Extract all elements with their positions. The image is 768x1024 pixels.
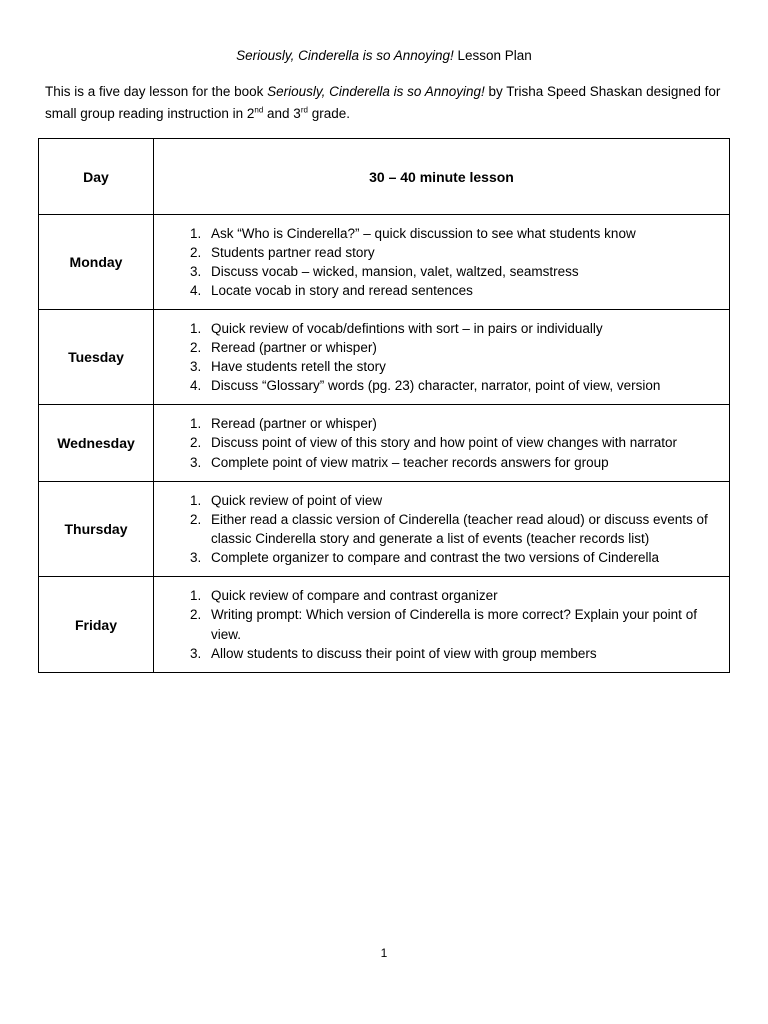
lesson-step: 3. Allow students to discuss their point of view with group members [205, 644, 721, 663]
table-header-row [39, 139, 730, 215]
lesson-step: 3. Complete organizer to compare and contrast the two versions of Cinderella [205, 548, 721, 567]
day-cell: Friday [39, 577, 154, 673]
lesson-step: 1. Quick review of compare and contrast organizer [205, 586, 721, 605]
title-book-name: Seriously, Cinderella is so Annoying! [236, 48, 454, 63]
intro-text-4: grade. [307, 106, 350, 121]
lesson-step: 3. Complete point of view matrix – teacher records answers for group [205, 453, 721, 472]
intro-sup-nd: nd [254, 105, 264, 115]
lesson-steps-list [154, 491, 729, 568]
lesson-step: 1. Ask “Who is Cinderella?” – quick discussion to see what students know [205, 224, 721, 243]
day-cell: Wednesday [39, 405, 154, 482]
lesson-plan-table [38, 138, 730, 673]
lesson-step: 2. Either read a classic version of Cinderella (teacher read aloud) or discuss events of classic Cinderella story and generate a list of events (teacher records list) [205, 510, 721, 548]
lesson-step: 2. Discuss point of view of this story and how point of view changes with narrator [205, 433, 721, 452]
lesson-cell [154, 215, 730, 310]
day-cell: Tuesday [39, 310, 154, 405]
table-row [39, 310, 730, 405]
lesson-step: 2. Writing prompt: Which version of Cinderella is more correct? Explain your point of view. [205, 605, 721, 643]
header-lesson: 30 – 40 minute lesson [154, 139, 730, 215]
lesson-steps-list [154, 586, 729, 663]
lesson-step: 1. Quick review of point of view [205, 491, 721, 510]
intro-book-name: Seriously, Cinderella is so Annoying! [267, 84, 485, 99]
lesson-step: 4. Discuss “Glossary” words (pg. 23) character, narrator, point of view, version [205, 376, 721, 395]
header-day: Day [39, 139, 154, 215]
lesson-steps-list [154, 319, 729, 396]
day-cell: Monday [39, 215, 154, 310]
page-number: 1 [380, 946, 388, 960]
lesson-step: 2. Reread (partner or whisper) [205, 338, 721, 357]
lesson-cell [154, 405, 730, 482]
table-body [39, 215, 730, 673]
day-cell: Thursday [39, 482, 154, 577]
table-row [39, 405, 730, 482]
table-row [39, 215, 730, 310]
lesson-step: 1. Reread (partner or whisper) [205, 414, 721, 433]
lesson-step: 4. Locate vocab in story and reread sentences [205, 281, 721, 300]
title-suffix: Lesson Plan [453, 48, 532, 63]
intro-text-2: by Trisha Speed Shaskan designed for small group reading instruction in 2 [45, 84, 721, 121]
intro-text-1: This is a five day lesson for the book [45, 84, 268, 99]
lesson-steps-list [154, 224, 729, 301]
lesson-cell [154, 482, 730, 577]
table-row [39, 577, 730, 673]
lesson-steps-list [154, 414, 729, 472]
lesson-cell [154, 577, 730, 673]
lesson-step: 3. Discuss vocab – wicked, mansion, valet, waltzed, seamstress [205, 262, 721, 281]
intro-paragraph [45, 81, 735, 125]
lesson-step: 1. Quick review of vocab/defintions with sort – in pairs or individually [205, 319, 721, 338]
page-title [0, 47, 768, 65]
intro-sup-rd: rd [300, 105, 308, 115]
intro-text-3: and 3 [263, 106, 301, 121]
lesson-cell [154, 310, 730, 405]
lesson-step: 3. Have students retell the story [205, 357, 721, 376]
table-row [39, 482, 730, 577]
lesson-step: 2. Students partner read story [205, 243, 721, 262]
